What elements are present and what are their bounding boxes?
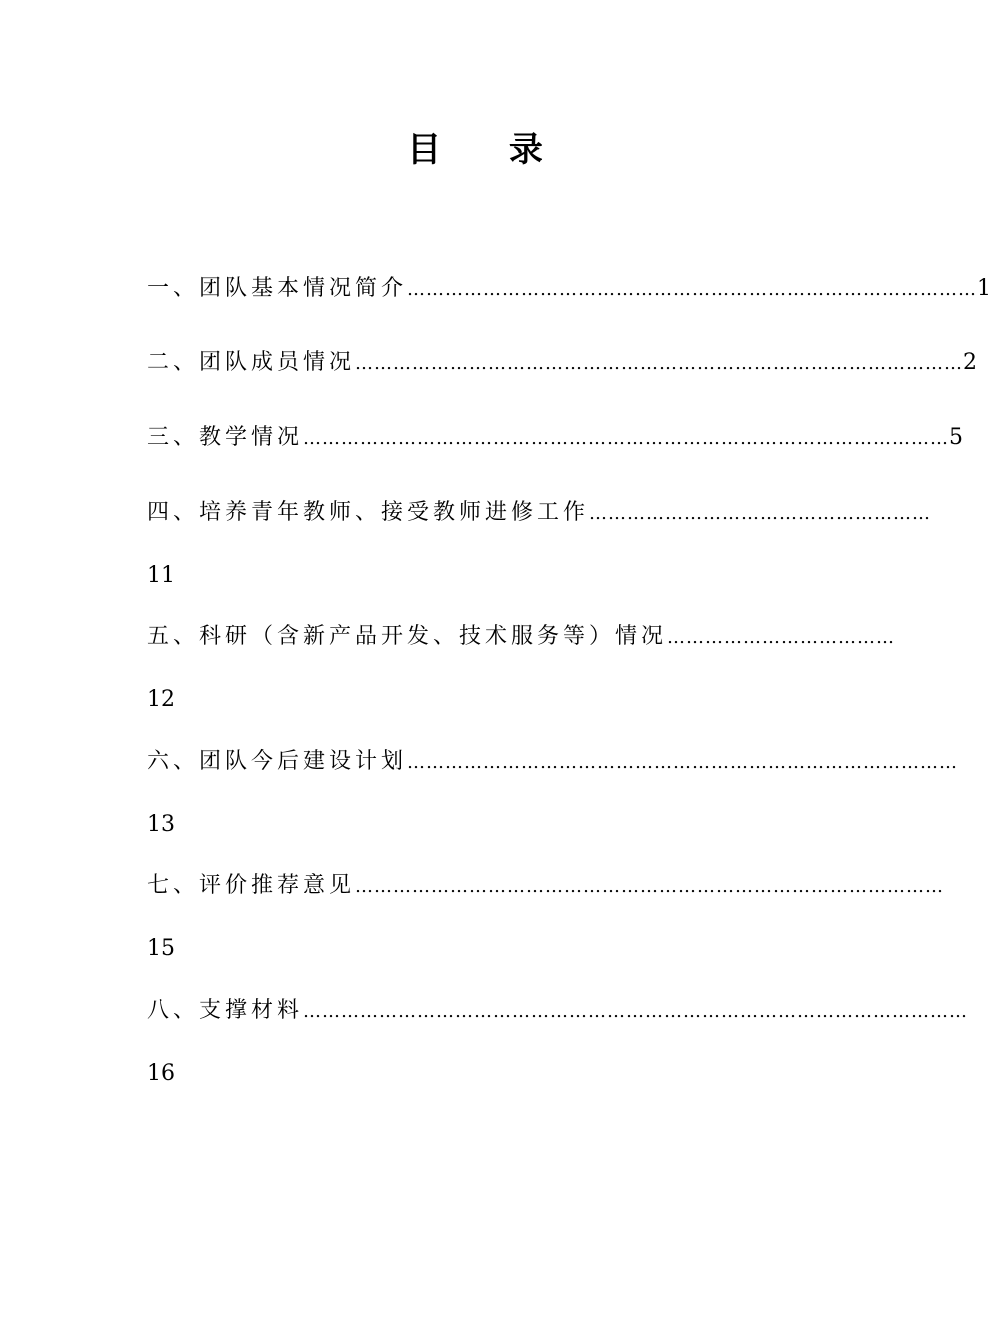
toc-entry[interactable] xyxy=(147,747,959,840)
toc-page-number: 1 xyxy=(977,276,991,301)
toc-entry[interactable] xyxy=(147,996,969,1089)
toc-leader-dots: ……………………………………………… xyxy=(589,503,932,524)
toc-entry-label: 八、支撑材料 xyxy=(147,998,304,1023)
toc-page-number: 12 xyxy=(147,687,175,712)
toc-entry-label: 二、团队成员情况 xyxy=(147,350,356,375)
toc-page-number: 15 xyxy=(147,936,175,961)
toc-entry[interactable] xyxy=(147,423,964,454)
toc-entry-label: 六、团队今后建设计划 xyxy=(147,749,408,774)
toc-page-number: 11 xyxy=(147,563,175,588)
page-title: 目 录 xyxy=(407,130,571,170)
toc-entry-label: 七、评价推荐意见 xyxy=(147,873,356,898)
toc-leader-dots: ……………………………… xyxy=(667,627,896,648)
toc-entry[interactable] xyxy=(147,274,991,305)
toc-leader-dots: ……………………………………………………………………………… xyxy=(407,279,978,300)
toc-leader-dots: ………………………………………………………………………………………… xyxy=(303,428,950,449)
toc-entry[interactable] xyxy=(147,871,945,964)
toc-leader-dots: …………………………………………………………………………… xyxy=(407,752,959,773)
toc-page-number: 2 xyxy=(963,350,978,375)
toc-page-number: 16 xyxy=(147,1061,175,1086)
toc-entry-label: 一、团队基本情况简介 xyxy=(147,276,408,301)
toc-entry-label: 三、教学情况 xyxy=(147,425,304,450)
toc-page-number: 5 xyxy=(949,425,964,450)
toc-entry[interactable] xyxy=(147,498,932,591)
toc-entry[interactable] xyxy=(147,348,978,379)
toc-entry-label: 五、科研（含新产品开发、技术服务等）情况 xyxy=(147,624,668,649)
toc-leader-dots: …………………………………………………………………………………………… xyxy=(303,1001,969,1022)
toc-leader-dots: ………………………………………………………………………………… xyxy=(355,876,945,897)
toc-entry-label: 四、培养青年教师、接受教师进修工作 xyxy=(147,500,590,525)
toc-page-number: 13 xyxy=(147,812,175,837)
toc-entry[interactable] xyxy=(147,622,896,715)
toc-leader-dots: …………………………………………………………………………………… xyxy=(355,353,964,374)
